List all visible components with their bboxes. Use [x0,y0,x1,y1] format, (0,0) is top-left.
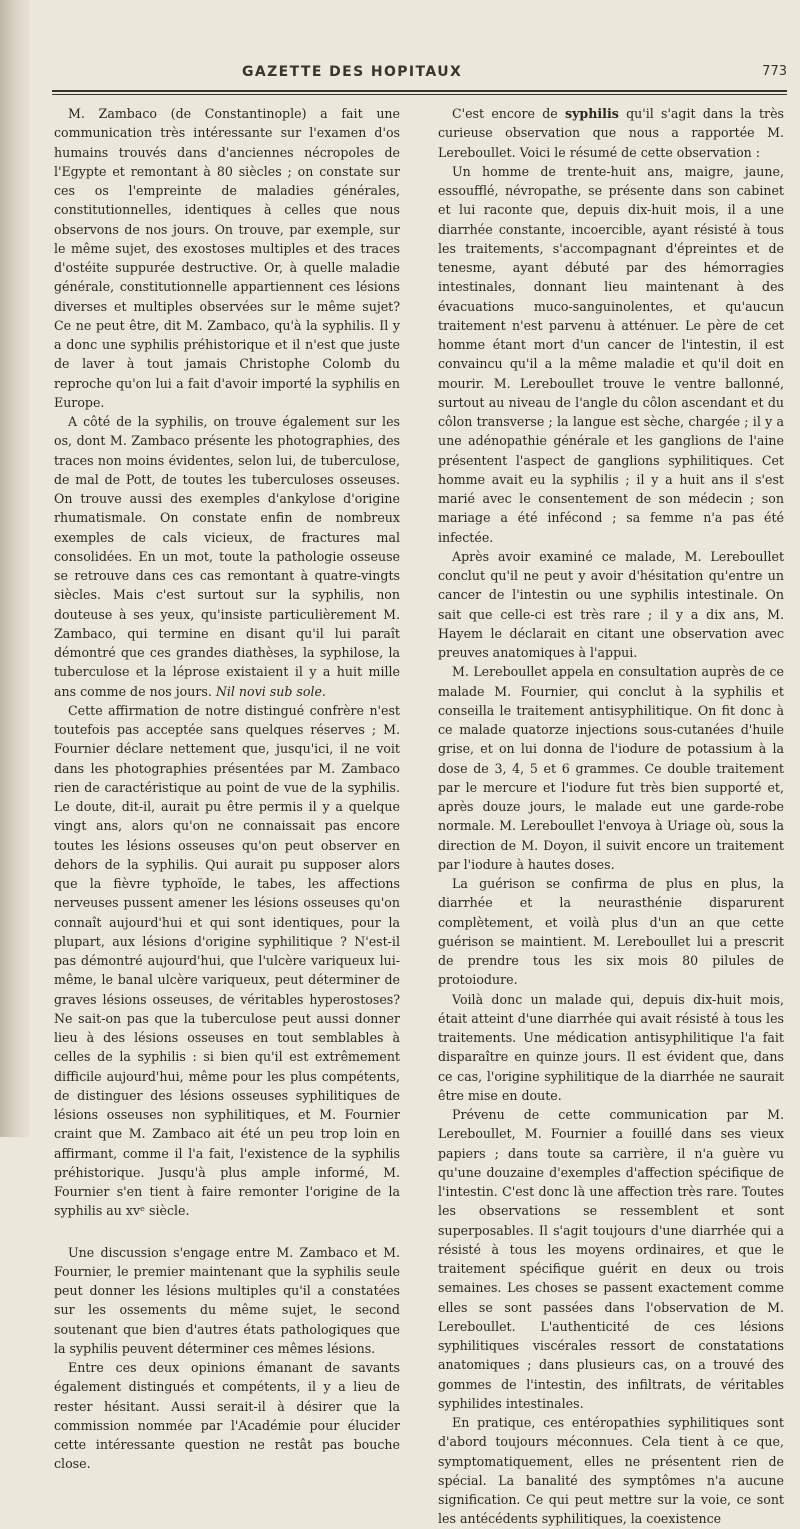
latin-quote: Nil novi sub sole. [215,683,326,699]
page-binding-edge [0,0,30,1137]
journal-title: GAZETTE DES HOPITAUX [242,64,463,80]
right-column [438,104,784,1529]
left-paragraph-1: M. Zambaco (de Constantinople) a fait une communication très intéressante sur l'examen d'os humains trouvés dans d'anciennes nécropoles de l'Egypte et remontant à 80 siècles ; on constate sur ces os l'empreinte de maladies générales, constitutionnelles, identiques à celles que nous observons de nos jours. On trouve, par exemple, sur le même sujet, des exostoses multiples et des traces d'ostéite suppurée destructive. Or, à quelle maladie générale, constitutionnelle appartiennent ces lésions diverses et multiples observées sur le même sujet? Ce ne peut être, dit M. Zambaco, qu'à la syphilis. Il y a donc une syphilis préhistorique et il n'est que juste de laver à tout jamais Christophe Colomb du reproche qu'on lui a fait d'avoir importé la syphilis en Europe. [54,106,400,410]
page-header [52,64,787,88]
left-paragraph-2 [54,412,400,701]
right-paragraph-6: Voilà donc un malade qui, depuis dix-huit mois, était atteint d'une diarrhée qui avait résisté à tous les traitements. Une médication antisyphilitique l'a fait disparaître en quinze jours. Il est évident que, dans ce cas, l'origine syphilitique de la diarrhée ne saurait être mise en doute. [438,991,784,1103]
left-column [54,104,400,1474]
page-number: 773 [762,64,787,79]
left-paragraph-5: Entre ces deux opinions émanant de savants également distingués et compétents, il y a lieu de rester hésitant. Aussi serait-il à désirer que la commission nommée par l'Académie pour élucider cette intéressante question ne restât pas bouche close. [54,1360,400,1472]
right-paragraph-5: La guérison se confirma de plus en plus, la diarrhée et la neurasthénie disparurent complètement, et voilà plus d'un an que cette guérison se maintient. M. Lereboullet lui a prescrit de prendre tous les six mois 80 pilules de protoiodure. [438,876,784,988]
right-paragraph-7: Prévenu de cette communication par M. Lereboullet, M. Fournier a fouillé dans ses vieux papiers ; dans toute sa carrière, il n'a guère vu qu'une douzaine d'exemples d'affection spécifique de l'intestin. C'est donc là une affection très rare. Toutes les observations se ressemblent et sont superposables. Il s'agit toujours d'une diarrhée qui a résisté à tous les moyens ordinaires, et que le traitement spécifique guérit en deux ou trois semaines. Les choses se passent exactement comme elles se sont passées dans l'observation de M. Lereboullet. L'authenticité de ces lésions syphilitiques viscérales ressort de constatations anatomiques ; dans plusieurs cas, on a trouvé des gommes de l'intestin, des infiltrats, de véritables syphilides intestinales. [438,1107,784,1411]
syphilis-keyword: syphilis [565,106,619,121]
right-paragraph-8: En pratique, ces entéropathies syphilitiques sont d'abord toujours méconnues. Cela tient à ce que, symptomatiquement, elles ne présentent rien de spécial. La banalité des symptômes n'a aucune signification. Ce qui peut mettre sur la voie, ce sont les antécédents syphilitiques, la coexistence [438,1415,784,1527]
right-paragraph-1 [438,104,784,162]
left-paragraph-2-text: A côté de la syphilis, on trouve également sur les os, dont M. Zambaco présente les photographies, des traces non moins évidentes, selon lui, de tuberculose, de mal de Pott, de toutes les tuberculoses osseuses. On trouve aussi des exemples d'ankylose d'origine rhumatismale. On constate enfin de nombreux exemples de cals vicieux, de fractures mal consolidées. En un mot, toute la pathologie osseuse se retrouve dans ces cas remontant à quatre-vingts siècles. Mais c'est surtout sur la syphilis, non douteuse à ses yeux, qu'insiste particulièrement M. Zambaco, qui termine en disant qu'il lui paraît démontré que ces grandes diathèses, la syphilose, la tuberculose et la léprose existaient il y a huit mille ans comme de nos jours. [54,414,400,699]
journal-page [52,0,787,1527]
left-paragraph-3: Cette affirmation de notre distingué confrère n'est toutefois pas acceptée sans quelques réserves ; M. Fournier déclare nettement que, jusqu'ici, il ne voit dans les photographies présentées par M. Zambaco rien de caractéristique au point de vue de la syphilis. Le doute, dit-il, aurait pu être permis il y a quelque vingt ans, alors qu'on ne connaissait pas encore toutes les lésions osseuses qu'on peut observer en dehors de la syphilis. Qui aurait pu supposer alors que la fièvre typhoïde, le tabes, les affections nerveuses pussent amener les lésions osseuses qu'on connaît aujourd'hui et qui sont identiques, pour la plupart, aux lésions d'origine syphilitique ? N'est-il pas démontré aujourd'hui, que l'ulcère variqueux lui-même, le banal ulcère variqueux, peut déterminer de graves lésions osseuses, de véritables hyperostoses? Ne sait-on pas que la tuberculose peut aussi donner lieu à des lésions osseuses en tout semblables à celles de la syphilis : si bien qu'il est extrêmement difficile aujourd'hui, même pour les plus compétents, de distinguer des lésions osseuses syphilitiques de lésions osseuses non syphilitiques, et M. Fournier craint que M. Zambaco ait été un peu trop loin en affirmant, comme il l'a fait, l'existence de la syphilis préhistorique. Jusqu'à plus ample informé, M. Fournier s'en tient à faire remonter l'origine de la syphilis au xvᵉ siècle. [54,702,400,1219]
right-paragraph-1-start: C'est encore de [452,106,558,121]
right-paragraph-2: Un homme de trente-huit ans, maigre, jaune, essoufflé, névropathe, se présente dans son cabinet et lui raconte que, depuis dix-huit mois, il a une diarrhée constante, incoercible, ayant résisté à tous les traitements, s'accompagnant d'épreintes et de tenesme, ayant débuté par des hémorragies intestinales, donnant lieu maintenant à des évacuations muco-sanguinolentes, et qu'aucun traitement n'est parvenu à atténuer. Le père de cet homme étant mort d'un cancer de l'intestin, il est convaincu qu'il a la même maladie et qu'il doit en mourir. M. Lereboullet trouve le ventre ballonné, surtout au niveau de l'angle du côlon ascendant et du côlon transverse ; la langue est sèche, chargée ; il y a une adénopathie générale et les ganglions de l'aine présentent l'aspect de ganglions syphilitiques. Cet homme avait eu la syphilis ; il y a huit ans il s'est marié avec le consentement de son médecin ; son mariage a été infécond ; sa femme n'a pas été infectée. [438,163,784,545]
left-paragraph-4: Une discussion s'engage entre M. Zambaco et M. Fournier, le premier maintenant que la syphilis seule peut donner les lésions multiples qu'il a constatées sur les ossements du même sujet, le second soutenant que bien d'autres états pathologiques que la syphilis peuvent déterminer ces mêmes lésions. [54,1244,400,1356]
right-paragraph-1-end: qu'il s'agit dans la très curieuse observation que nous a rapportée M. Lereboullet. Voici le résumé de cette observation : [438,106,784,160]
right-paragraph-4: M. Lereboullet appela en consultation auprès de ce malade M. Fournier, qui conclut à la syphilis et conseilla le traitement antisyphilitique. On fit donc à ce malade quatorze injections sous-cutanées d'huile grise, et on lui donna de l'iodure de potassium à la dose de 3, 4, 5 et 6 grammes. Ce double traitement par le mercure et l'iodure fut très bien supporté et, après douze jours, le malade eut une garde-robe normale. M. Lereboullet l'envoya à Uriage où, sous la direction de M. Doyon, il suivit encore un traitement par l'iodure à hautes doses. [438,664,784,872]
right-paragraph-3: Après avoir examiné ce malade, M. Lereboullet conclut qu'il ne peut y avoir d'hésitation qu'entre un cancer de l'intestin ou une syphilis intestinale. On sait que celle-ci est très rare ; il y a dix ans, M. Hayem le déclarait en citant une observation avec preuves anatomiques à l'appui. [438,548,784,660]
header-rule [52,90,787,95]
